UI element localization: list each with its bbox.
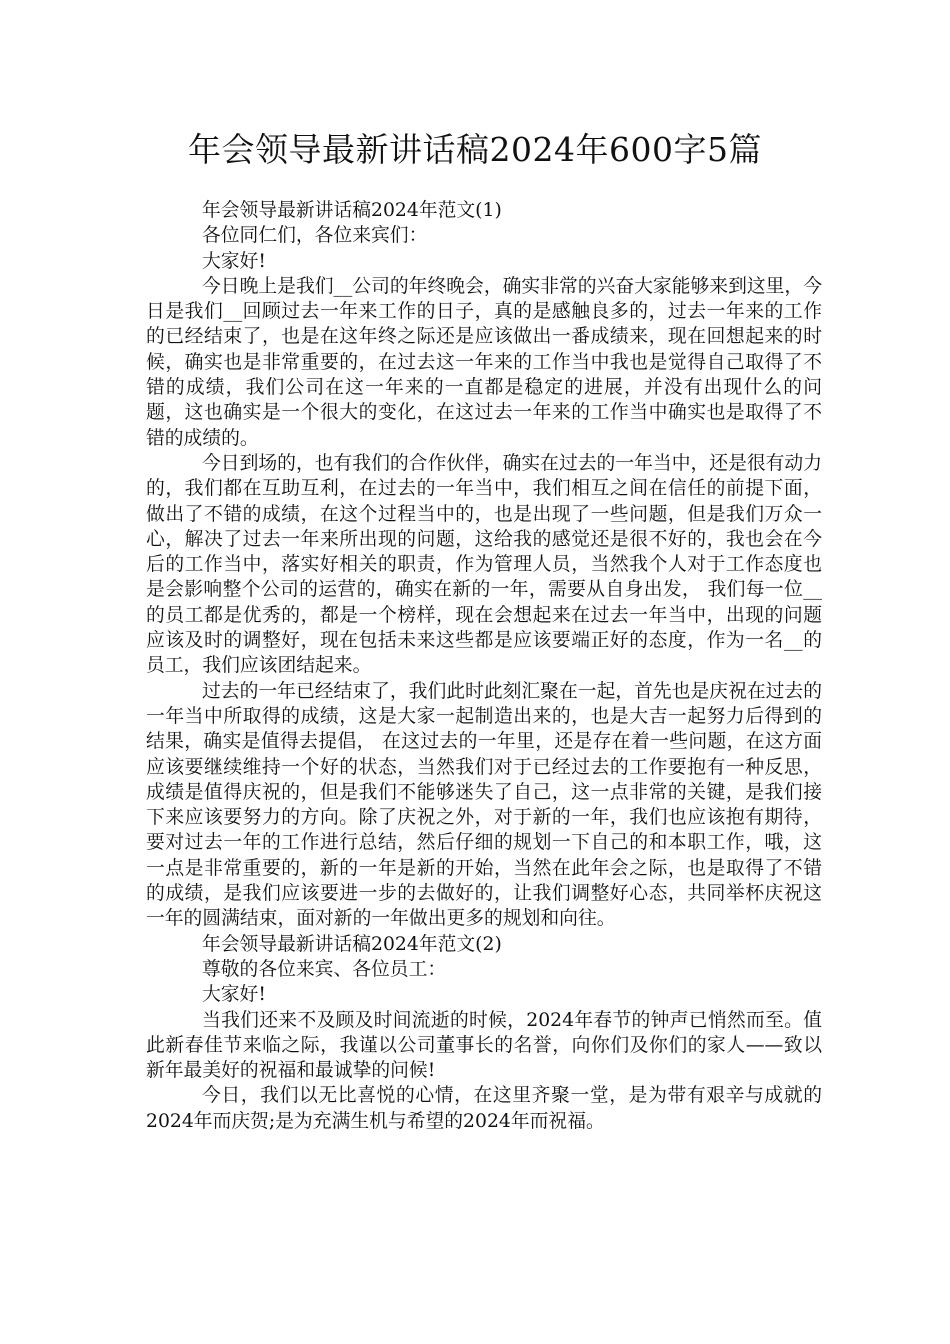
body-paragraph: 过去的一年已经结束了，我们此时此刻汇聚在一起，首先也是庆祝在过去的一年当中所取得的成绩，这是大家一起制造出来的，也是大吉一起努力后得到的结果，确实是值得去提倡， 在这过去的一年里，还是存在着一些问题，在这方面应该要继续维持一个好的状态，当然我们对于已经过去的工作要抱有一种反思，成绩是值得庆祝的，但是我们不能够迷失了自己，这一点非常的关键，是我们接下来应该要努力的方向。除了庆祝之外，对于新的一年，我们也应该抱有期待，要对过去一年的工作进行总结，然后仔细的规划一下自己的和本职工作，哦，这一点是非常重要的，新的一年是新的开始，当然在此年会之际，也是取得了不错的成绩，是我们应该要进一步的去做好的，让我们调整好心态，共同举杯庆祝这一年的圆满结束，面对新的一年做出更多的规划和向往。 [146,680,822,930]
body-paragraph: 今日晚上是我们__公司的年终晚会，确实非常的兴奋大家能够来到这里，今日是我们__回顾过去一年来工作的日子，真的是感触良多的，过去一年来的工作的已经结束了，也是在这年终之际还是应该做出一番成绩来，现在回想起来的时候，确实也是非常重要的，在过去这一年来的工作当中我也是觉得自己取得了不错的成绩，我们公司在这一年来的一直都是稳定的进展，并没有出现什么的问题，这也确实是一个很大的变化，在这过去一年来的工作当中确实也是取得了不错的成绩的。 [146,275,822,449]
salutation: 各位同仁们，各位来宾们： [202,225,428,247]
heading-sample-2: 年会领导最新讲话稿2024年范文(2) [202,933,502,955]
document-title: 年会领导最新讲话稿2024年600字5篇 [188,130,762,169]
greeting: 大家好! [202,250,266,272]
body-paragraph: 今日，我们以无比喜悦的心情，在这里齐聚一堂，是为带有艰辛与成就的2024年而庆贺;是为充满生机与希望的2024年而祝福。 [146,1085,822,1132]
document-body [146,198,822,1134]
body-paragraph: 今日到场的，也有我们的合作伙伴，确实在过去的一年当中，还是很有动力的，我们都在互助互利，在过去的一年当中，我们相互之间在信任的前提下面，做出了不错的成绩，在这个过程当中的，也是出现了一些问题，但是我们万众一心，解决了过去一年来所出现的问题，这给我的感觉还是很不好的，我也会在今后的工作当中，落实好相关的职责，作为管理人员，当然我个人对于工作态度也是会影响整个公司的运营的，确实在新的一年，需要从自身出发， 我们每一位__的员工都是优秀的，都是一个榜样，现在会想起来在过去一年当中，出现的问题应该及时的调整好，现在包括未来这些都是应该要端正好的态度，作为一名__的员工，我们应该团结起来。 [146,452,822,677]
greeting: 大家好! [202,984,266,1006]
body-paragraph: 当我们还来不及顾及时间流逝的时候，2024年春节的钟声已悄然而至。值此新春佳节来临之际，我谨以公司董事长的名誉，向你们及你们的家人——致以新年最美好的祝福和最诚挚的问候! [146,1009,822,1082]
heading-sample-1: 年会领导最新讲话稿2024年范文(1) [202,200,502,221]
salutation: 尊敬的各位来宾、各位员工： [202,958,447,980]
